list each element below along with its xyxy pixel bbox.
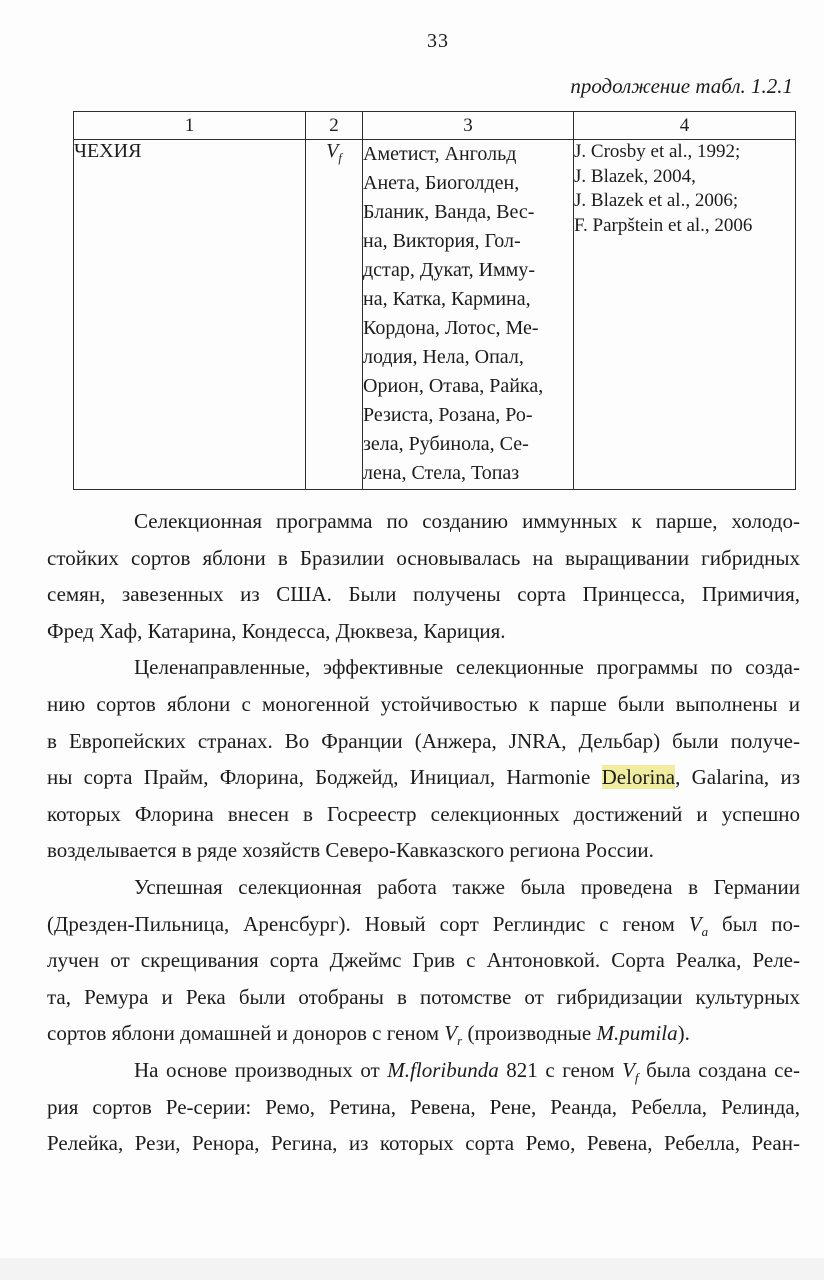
text-line: [47, 942, 800, 979]
text-segment: сортов яблони домашней и доноров с геном: [47, 1021, 445, 1046]
text-segment: лодия, Нела, Опал,: [363, 346, 524, 368]
text-line: [363, 401, 573, 430]
text-line: [47, 1089, 800, 1126]
text-line: [47, 796, 800, 833]
text-line: [47, 759, 800, 796]
text-segment: (Дрезден-Пильница, Аренсбург). Новый сорт Реглиндис с геном: [47, 911, 689, 936]
text-line: [574, 189, 795, 214]
text-segment: та, Ремура и Река были отобраны в потомстве от гибридизации культурных: [47, 984, 800, 1009]
text-segment: V: [688, 911, 702, 936]
text-segment: M.pumila: [596, 1021, 678, 1046]
text-segment: была создана се-: [638, 1057, 800, 1082]
text-line: [47, 613, 800, 650]
table-row: [74, 140, 796, 490]
page-number: 33: [427, 30, 449, 52]
paragraph-france: [47, 649, 800, 869]
text-line: [47, 576, 800, 613]
text-line: [363, 372, 573, 401]
text-segment: Фред Хаф, Катарина, Кондесса, Дюквеза, Кариция.: [47, 618, 506, 643]
country-cell: ЧЕХИЯ: [74, 140, 306, 490]
varieties-cell: [363, 140, 574, 490]
text-line: [363, 256, 573, 285]
text-segment: на, Катка, Кармина,: [363, 288, 531, 310]
text-line: [47, 1015, 800, 1052]
text-line: [574, 140, 795, 165]
text-line: [47, 686, 800, 723]
text-line: [47, 1125, 800, 1162]
text-line: [47, 503, 800, 540]
body-text: [47, 503, 800, 1162]
gene-cell: [306, 140, 363, 490]
text-line: [574, 214, 795, 239]
text-line: [363, 285, 573, 314]
table-header-cell-3: 3: [363, 112, 574, 140]
text-segment: , Galarina, из: [675, 765, 800, 790]
table-continuation-caption: продолжение табл. 1.2.1: [570, 74, 793, 98]
text-segment: семян, завезенных из США. Были получены сорта Принцесса, Примичия,: [47, 582, 800, 607]
text-segment: Селекционная программа по созданию иммунных к парше, холодо-: [134, 509, 800, 533]
text-segment: 821 с геном: [498, 1057, 623, 1082]
text-line: [47, 1052, 800, 1089]
text-line: [47, 979, 800, 1016]
text-segment: M.floribunda: [387, 1057, 499, 1082]
text-segment: На основе производных от: [134, 1057, 388, 1082]
text-segment: J. Blazek et al., 2006;: [574, 190, 739, 211]
text-segment: Орион, Отава, Райка,: [363, 375, 544, 397]
text-line: [47, 832, 800, 869]
text-line: [574, 165, 795, 190]
text-segment: J. Blazek, 2004,: [574, 165, 696, 187]
text-line: [306, 140, 362, 163]
text-segment: стойких сортов яблони в Бразилии основывалась на выращивании гибридных: [47, 545, 800, 570]
text-line: [363, 343, 573, 372]
text-segment: на, Виктория, Гол-: [363, 230, 521, 252]
text-segment: лена, Стела, Топаз: [363, 462, 520, 484]
text-segment: лучен от скрещивания сорта Джеймс Грив с Антоновкой. Сорта Реалка, Реле-: [47, 948, 800, 973]
highlighted-text: Delorina: [601, 765, 676, 790]
text-segment: r: [457, 1033, 463, 1049]
paragraph-germany: [47, 869, 800, 1052]
text-segment: f: [338, 151, 342, 165]
text-segment: V: [444, 1021, 458, 1046]
text-segment: был по-: [708, 911, 800, 936]
text-segment: f: [634, 1070, 639, 1086]
text-segment: ).: [677, 1021, 690, 1046]
text-line: [363, 459, 573, 488]
text-segment: в Европейских странах. Во Франции (Анжера, JNRA, Дельбар) были получе-: [47, 728, 800, 753]
text-line: [363, 430, 573, 459]
text-segment: которых Флорина внесен в Госреестр селекционных достижений и успешно: [47, 801, 800, 826]
text-line: [363, 198, 573, 227]
text-line: [47, 540, 800, 577]
table-header-cell-4: 4: [574, 112, 796, 140]
references-cell: [574, 140, 796, 490]
varieties-table: [73, 111, 796, 490]
text-line: [363, 314, 573, 343]
text-segment: нию сортов яблони с моногенной устойчивостью к парше были выполнены и: [47, 691, 800, 716]
text-line: [363, 140, 573, 169]
text-segment: возделывается в ряде хозяйств Северо-Кавказского региона России.: [47, 838, 654, 863]
text-segment: ны сорта Прайм, Флорина, Боджейд, Инициал, Harmonie: [47, 765, 602, 790]
text-segment: дстар, Дукат, Имму-: [363, 259, 535, 281]
text-line: [47, 869, 800, 906]
table-header-row: [74, 112, 796, 140]
text-segment: Успешная селекционная работа также была проведена в Германии: [134, 874, 800, 899]
text-segment: V: [622, 1057, 635, 1082]
text-line: [47, 723, 800, 760]
paragraph-brazil: [47, 503, 800, 649]
text-line: [363, 169, 573, 198]
text-line: [363, 227, 573, 256]
text-segment: Целенаправленные, эффективные селекционные программы по созда-: [134, 655, 800, 680]
text-segment: Резиста, Розана, Ро-: [363, 404, 533, 426]
table-header-cell-1: 1: [74, 112, 306, 140]
text-segment: Анета, Биоголден,: [363, 172, 520, 194]
text-segment: Аметист, Ангольд: [363, 143, 517, 165]
text-segment: Релейка, Рези, Ренора, Регина, из которых сорта Ремо, Ревена, Ребелла, Реан-: [47, 1131, 800, 1156]
text-segment: J. Crosby et al., 1992;: [574, 141, 741, 162]
text-segment: Кордона, Лотос, Ме-: [363, 317, 539, 339]
text-segment: (производные: [462, 1021, 597, 1046]
text-line: [47, 906, 800, 943]
paragraph-re-series: [47, 1052, 800, 1162]
text-segment: Бланик, Ванда, Вес-: [363, 201, 535, 223]
scan-edge-artifact: [0, 1258, 824, 1280]
text-segment: F. Parpštein et al., 2006: [574, 214, 753, 236]
table-header-cell-2: 2: [306, 112, 363, 140]
text-segment: V: [326, 140, 339, 162]
text-segment: рия сортов Ре-серии: Ремо, Ретина, Ревена, Рене, Реанда, Ребелла, Релинда,: [47, 1094, 800, 1119]
text-segment: зела, Рубинола, Се-: [363, 433, 529, 455]
text-line: [47, 649, 800, 686]
text-segment: a: [701, 923, 709, 939]
